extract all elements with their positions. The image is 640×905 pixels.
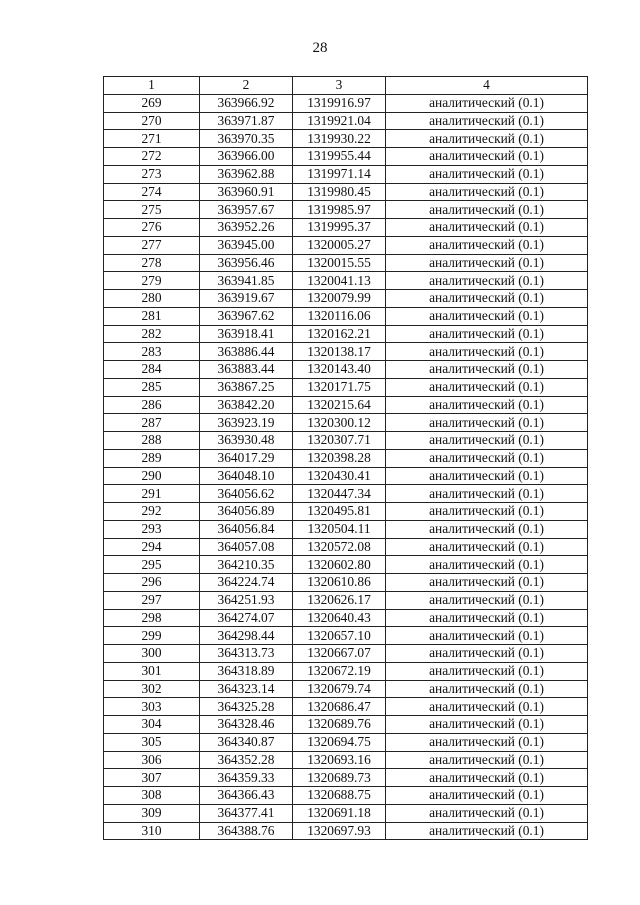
y-coordinate-cell: 1320640.43 (293, 609, 386, 627)
column-header-4: 4 (386, 77, 588, 95)
method-cell: аналитический (0.1) (386, 290, 588, 308)
method-cell: аналитический (0.1) (386, 485, 588, 503)
x-coordinate-cell: 364224.74 (200, 574, 293, 592)
x-coordinate-cell: 364328.46 (200, 716, 293, 734)
method-cell: аналитический (0.1) (386, 449, 588, 467)
y-coordinate-cell: 1320079.99 (293, 290, 386, 308)
point-number-cell: 286 (104, 396, 200, 414)
point-number-cell: 301 (104, 662, 200, 680)
y-coordinate-cell: 1320495.81 (293, 503, 386, 521)
table-row (104, 396, 588, 414)
point-number-cell: 305 (104, 733, 200, 751)
point-number-cell: 292 (104, 503, 200, 521)
point-number-cell: 307 (104, 769, 200, 787)
method-cell: аналитический (0.1) (386, 556, 588, 574)
method-cell: аналитический (0.1) (386, 467, 588, 485)
table-row (104, 272, 588, 290)
y-coordinate-cell: 1320015.55 (293, 254, 386, 272)
y-coordinate-cell: 1320398.28 (293, 449, 386, 467)
point-number-cell: 282 (104, 325, 200, 343)
method-cell: аналитический (0.1) (386, 396, 588, 414)
x-coordinate-cell: 363842.20 (200, 396, 293, 414)
table-row (104, 165, 588, 183)
point-number-cell: 291 (104, 485, 200, 503)
y-coordinate-cell: 1320116.06 (293, 307, 386, 325)
point-number-cell: 285 (104, 378, 200, 396)
y-coordinate-cell: 1320143.40 (293, 361, 386, 379)
x-coordinate-cell: 364313.73 (200, 645, 293, 663)
x-coordinate-cell: 363957.67 (200, 201, 293, 219)
y-coordinate-cell: 1320430.41 (293, 467, 386, 485)
table-row (104, 609, 588, 627)
x-coordinate-cell: 363966.00 (200, 148, 293, 166)
x-coordinate-cell: 363962.88 (200, 165, 293, 183)
y-coordinate-cell: 1320041.13 (293, 272, 386, 290)
table-row (104, 574, 588, 592)
x-coordinate-cell: 363918.41 (200, 325, 293, 343)
point-number-cell: 269 (104, 94, 200, 112)
method-cell: аналитический (0.1) (386, 645, 588, 663)
y-coordinate-cell: 1320162.21 (293, 325, 386, 343)
point-number-cell: 287 (104, 414, 200, 432)
column-header-3: 3 (293, 77, 386, 95)
x-coordinate-cell: 363941.85 (200, 272, 293, 290)
y-coordinate-cell: 1320307.71 (293, 432, 386, 450)
table-row (104, 183, 588, 201)
method-cell: аналитический (0.1) (386, 148, 588, 166)
table-row (104, 787, 588, 805)
y-coordinate-cell: 1320689.73 (293, 769, 386, 787)
table-body (104, 94, 588, 840)
y-coordinate-cell: 1320138.17 (293, 343, 386, 361)
table-header (104, 77, 588, 95)
method-cell: аналитический (0.1) (386, 378, 588, 396)
method-cell: аналитический (0.1) (386, 751, 588, 769)
method-cell: аналитический (0.1) (386, 538, 588, 556)
method-cell: аналитический (0.1) (386, 591, 588, 609)
x-coordinate-cell: 363956.46 (200, 254, 293, 272)
header-row (104, 77, 588, 95)
point-number-cell: 281 (104, 307, 200, 325)
table-row (104, 485, 588, 503)
table-row (104, 290, 588, 308)
x-coordinate-cell: 363952.26 (200, 219, 293, 237)
y-coordinate-cell: 1320602.80 (293, 556, 386, 574)
x-coordinate-cell: 364056.84 (200, 520, 293, 538)
method-cell: аналитический (0.1) (386, 94, 588, 112)
table-row (104, 94, 588, 112)
method-cell: аналитический (0.1) (386, 272, 588, 290)
x-coordinate-cell: 364056.89 (200, 503, 293, 521)
y-coordinate-cell: 1320610.86 (293, 574, 386, 592)
page-number: 28 (312, 40, 328, 56)
point-number-cell: 274 (104, 183, 200, 201)
method-cell: аналитический (0.1) (386, 130, 588, 148)
point-number-cell: 294 (104, 538, 200, 556)
y-coordinate-cell: 1320672.19 (293, 662, 386, 680)
x-coordinate-cell: 364340.87 (200, 733, 293, 751)
table-row (104, 130, 588, 148)
y-coordinate-cell: 1320171.75 (293, 378, 386, 396)
table-row (104, 804, 588, 822)
table-row (104, 112, 588, 130)
x-coordinate-cell: 363945.00 (200, 236, 293, 254)
x-coordinate-cell: 364298.44 (200, 627, 293, 645)
method-cell: аналитический (0.1) (386, 236, 588, 254)
y-coordinate-cell: 1320686.47 (293, 698, 386, 716)
point-number-cell: 276 (104, 219, 200, 237)
x-coordinate-cell: 363867.25 (200, 378, 293, 396)
table-row (104, 378, 588, 396)
x-coordinate-cell: 364274.07 (200, 609, 293, 627)
y-coordinate-cell: 1320504.11 (293, 520, 386, 538)
point-number-cell: 290 (104, 467, 200, 485)
y-coordinate-cell: 1319921.04 (293, 112, 386, 130)
point-number-cell: 289 (104, 449, 200, 467)
method-cell: аналитический (0.1) (386, 769, 588, 787)
y-coordinate-cell: 1320679.74 (293, 680, 386, 698)
table-row (104, 254, 588, 272)
y-coordinate-cell: 1320447.34 (293, 485, 386, 503)
table-row (104, 503, 588, 521)
method-cell: аналитический (0.1) (386, 183, 588, 201)
y-coordinate-cell: 1320300.12 (293, 414, 386, 432)
x-coordinate-cell: 364366.43 (200, 787, 293, 805)
y-coordinate-cell: 1320694.75 (293, 733, 386, 751)
point-number-cell: 278 (104, 254, 200, 272)
point-number-cell: 272 (104, 148, 200, 166)
table-row (104, 733, 588, 751)
x-coordinate-cell: 364388.76 (200, 822, 293, 840)
point-number-cell: 309 (104, 804, 200, 822)
method-cell: аналитический (0.1) (386, 254, 588, 272)
point-number-cell: 297 (104, 591, 200, 609)
x-coordinate-cell: 363923.19 (200, 414, 293, 432)
x-coordinate-cell: 363883.44 (200, 361, 293, 379)
table-row (104, 467, 588, 485)
x-coordinate-cell: 364323.14 (200, 680, 293, 698)
point-number-cell: 300 (104, 645, 200, 663)
y-coordinate-cell: 1320691.18 (293, 804, 386, 822)
x-coordinate-cell: 363930.48 (200, 432, 293, 450)
table-row (104, 219, 588, 237)
table-row (104, 769, 588, 787)
y-coordinate-cell: 1320688.75 (293, 787, 386, 805)
coordinates-table (103, 76, 588, 840)
x-coordinate-cell: 363966.92 (200, 94, 293, 112)
table-row (104, 591, 588, 609)
table-row (104, 822, 588, 840)
point-number-cell: 283 (104, 343, 200, 361)
y-coordinate-cell: 1319916.97 (293, 94, 386, 112)
x-coordinate-cell: 364017.29 (200, 449, 293, 467)
x-coordinate-cell: 363970.35 (200, 130, 293, 148)
method-cell: аналитический (0.1) (386, 520, 588, 538)
point-number-cell: 270 (104, 112, 200, 130)
table-row (104, 627, 588, 645)
y-coordinate-cell: 1319980.45 (293, 183, 386, 201)
point-number-cell: 308 (104, 787, 200, 805)
column-header-1: 1 (104, 77, 200, 95)
table-row (104, 662, 588, 680)
method-cell: аналитический (0.1) (386, 733, 588, 751)
point-number-cell: 295 (104, 556, 200, 574)
table-row (104, 751, 588, 769)
table-row (104, 201, 588, 219)
y-coordinate-cell: 1320657.10 (293, 627, 386, 645)
table-row (104, 343, 588, 361)
point-number-cell: 275 (104, 201, 200, 219)
point-number-cell: 277 (104, 236, 200, 254)
method-cell: аналитический (0.1) (386, 662, 588, 680)
table-row (104, 520, 588, 538)
table-row (104, 556, 588, 574)
method-cell: аналитический (0.1) (386, 219, 588, 237)
method-cell: аналитический (0.1) (386, 680, 588, 698)
x-coordinate-cell: 364210.35 (200, 556, 293, 574)
x-coordinate-cell: 364318.89 (200, 662, 293, 680)
y-coordinate-cell: 1320697.93 (293, 822, 386, 840)
table-row (104, 538, 588, 556)
table-row (104, 414, 588, 432)
table-row (104, 432, 588, 450)
method-cell: аналитический (0.1) (386, 361, 588, 379)
x-coordinate-cell: 364352.28 (200, 751, 293, 769)
x-coordinate-cell: 363919.67 (200, 290, 293, 308)
table-row (104, 361, 588, 379)
y-coordinate-cell: 1319995.37 (293, 219, 386, 237)
method-cell: аналитический (0.1) (386, 787, 588, 805)
point-number-cell: 298 (104, 609, 200, 627)
method-cell: аналитический (0.1) (386, 627, 588, 645)
point-number-cell: 273 (104, 165, 200, 183)
x-coordinate-cell: 363886.44 (200, 343, 293, 361)
method-cell: аналитический (0.1) (386, 165, 588, 183)
method-cell: аналитический (0.1) (386, 325, 588, 343)
table-row (104, 449, 588, 467)
table-row (104, 325, 588, 343)
column-header-2: 2 (200, 77, 293, 95)
point-number-cell: 279 (104, 272, 200, 290)
x-coordinate-cell: 364057.08 (200, 538, 293, 556)
method-cell: аналитический (0.1) (386, 307, 588, 325)
x-coordinate-cell: 364056.62 (200, 485, 293, 503)
point-number-cell: 271 (104, 130, 200, 148)
point-number-cell: 306 (104, 751, 200, 769)
x-coordinate-cell: 363971.87 (200, 112, 293, 130)
table-row (104, 307, 588, 325)
method-cell: аналитический (0.1) (386, 698, 588, 716)
method-cell: аналитический (0.1) (386, 822, 588, 840)
point-number-cell: 310 (104, 822, 200, 840)
point-number-cell: 288 (104, 432, 200, 450)
point-number-cell: 303 (104, 698, 200, 716)
y-coordinate-cell: 1320693.16 (293, 751, 386, 769)
y-coordinate-cell: 1320689.76 (293, 716, 386, 734)
table-row (104, 645, 588, 663)
x-coordinate-cell: 364251.93 (200, 591, 293, 609)
y-coordinate-cell: 1320667.07 (293, 645, 386, 663)
y-coordinate-cell: 1320626.17 (293, 591, 386, 609)
point-number-cell: 293 (104, 520, 200, 538)
method-cell: аналитический (0.1) (386, 574, 588, 592)
point-number-cell: 296 (104, 574, 200, 592)
y-coordinate-cell: 1319971.14 (293, 165, 386, 183)
x-coordinate-cell: 363967.62 (200, 307, 293, 325)
x-coordinate-cell: 363960.91 (200, 183, 293, 201)
x-coordinate-cell: 364048.10 (200, 467, 293, 485)
method-cell: аналитический (0.1) (386, 112, 588, 130)
method-cell: аналитический (0.1) (386, 609, 588, 627)
point-number-cell: 280 (104, 290, 200, 308)
method-cell: аналитический (0.1) (386, 414, 588, 432)
method-cell: аналитический (0.1) (386, 343, 588, 361)
point-number-cell: 284 (104, 361, 200, 379)
x-coordinate-cell: 364377.41 (200, 804, 293, 822)
table-row (104, 716, 588, 734)
method-cell: аналитический (0.1) (386, 503, 588, 521)
table-row (104, 698, 588, 716)
table-row (104, 680, 588, 698)
y-coordinate-cell: 1319930.22 (293, 130, 386, 148)
y-coordinate-cell: 1320572.08 (293, 538, 386, 556)
x-coordinate-cell: 364325.28 (200, 698, 293, 716)
y-coordinate-cell: 1320005.27 (293, 236, 386, 254)
x-coordinate-cell: 364359.33 (200, 769, 293, 787)
table-row (104, 148, 588, 166)
y-coordinate-cell: 1319985.97 (293, 201, 386, 219)
method-cell: аналитический (0.1) (386, 716, 588, 734)
method-cell: аналитический (0.1) (386, 432, 588, 450)
method-cell: аналитический (0.1) (386, 201, 588, 219)
point-number-cell: 299 (104, 627, 200, 645)
y-coordinate-cell: 1319955.44 (293, 148, 386, 166)
point-number-cell: 302 (104, 680, 200, 698)
method-cell: аналитический (0.1) (386, 804, 588, 822)
y-coordinate-cell: 1320215.64 (293, 396, 386, 414)
point-number-cell: 304 (104, 716, 200, 734)
table-row (104, 236, 588, 254)
